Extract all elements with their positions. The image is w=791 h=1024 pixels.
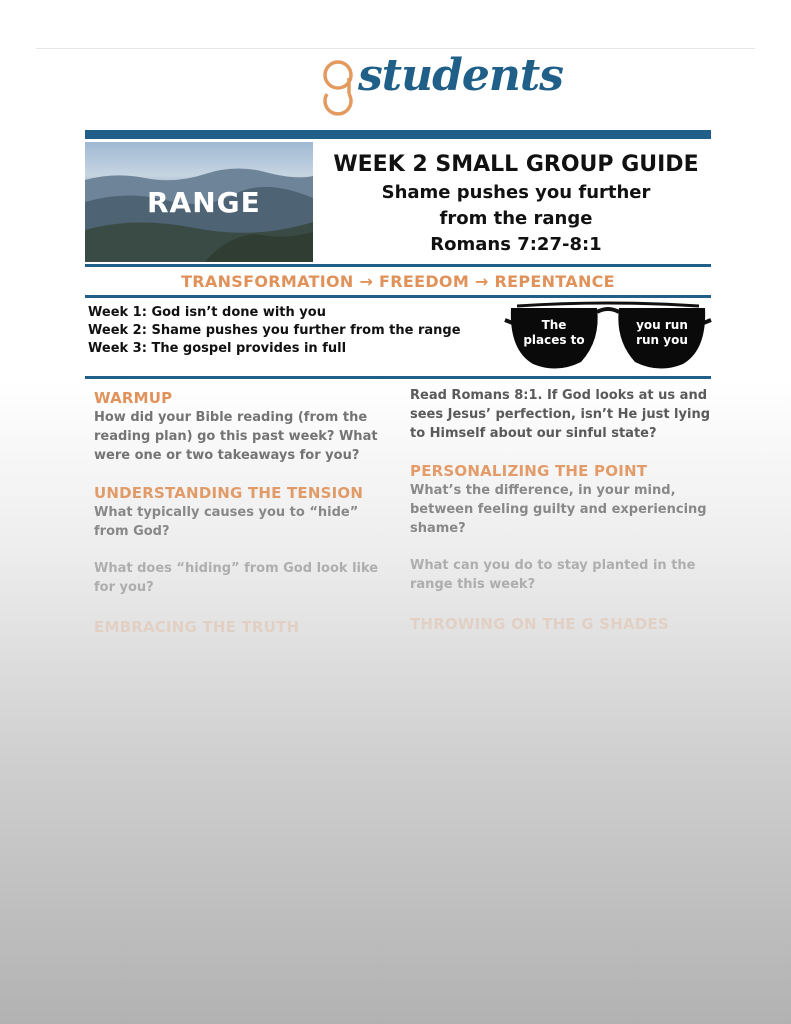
logo-g-mark-icon (318, 54, 358, 130)
sunglasses-graphic (503, 298, 713, 378)
tension-heading: UNDERSTANDING THE TENSION (94, 484, 364, 502)
right-column (410, 386, 710, 634)
scripture-reference: Romans 7:27-8:1 (430, 234, 602, 255)
personalizing-heading: PERSONALIZING THE POINT (410, 462, 648, 480)
left-column (94, 388, 394, 637)
header-text (320, 150, 712, 258)
warmup-question: How did your Bible reading (from the reading plan) go this past week? What were one or two takeaways for you? (94, 410, 378, 463)
week-item: Week 3: The gospel provides in full (88, 341, 347, 356)
guide-subtitle-line2: from the range (439, 208, 593, 229)
header-divider (85, 264, 711, 267)
right-lens-text: you run run you (636, 318, 688, 347)
personalizing-question-1: What’s the difference, in your mind, between feeling guilty and experiencing shame? (410, 483, 707, 536)
tension-question-1: What typically causes you to “hide” from God? (94, 505, 359, 539)
truth-heading: EMBRACING THE TRUTH (94, 618, 300, 636)
logo-wordmark: students (358, 50, 563, 101)
week-item: Week 2: Shame pushes you further from the range (88, 323, 461, 338)
tension-question-2: What does “hiding” from God look like for you? (94, 561, 379, 595)
theme-band: TRANSFORMATION → FREEDOM → REPENTANCE (181, 272, 615, 291)
warmup-heading: WARMUP (94, 389, 173, 407)
top-divider (36, 48, 755, 49)
left-lens-text: The places to (523, 318, 585, 347)
personalizing-question-2: What can you do to stay planted in the range this week? (410, 558, 696, 592)
g-shades-heading: THROWING ON THE G SHADES (410, 615, 669, 633)
logo (318, 50, 563, 130)
guide-subtitle-line1: Shame pushes you further (381, 182, 651, 203)
week-item: Week 1: God isn’t done with you (88, 305, 326, 320)
hero-image (85, 142, 313, 262)
intro-divider (85, 376, 711, 379)
header-top-bar (85, 130, 711, 139)
guide-title: WEEK 2 SMALL GROUP GUIDE (333, 152, 699, 177)
hero-title: RANGE (147, 186, 261, 219)
romans-question: Read Romans 8:1. If God looks at us and sees Jesus’ perfection, isn’t He just lying to Himself about our sinful state? (410, 388, 711, 441)
series-weeks-list (88, 304, 508, 358)
